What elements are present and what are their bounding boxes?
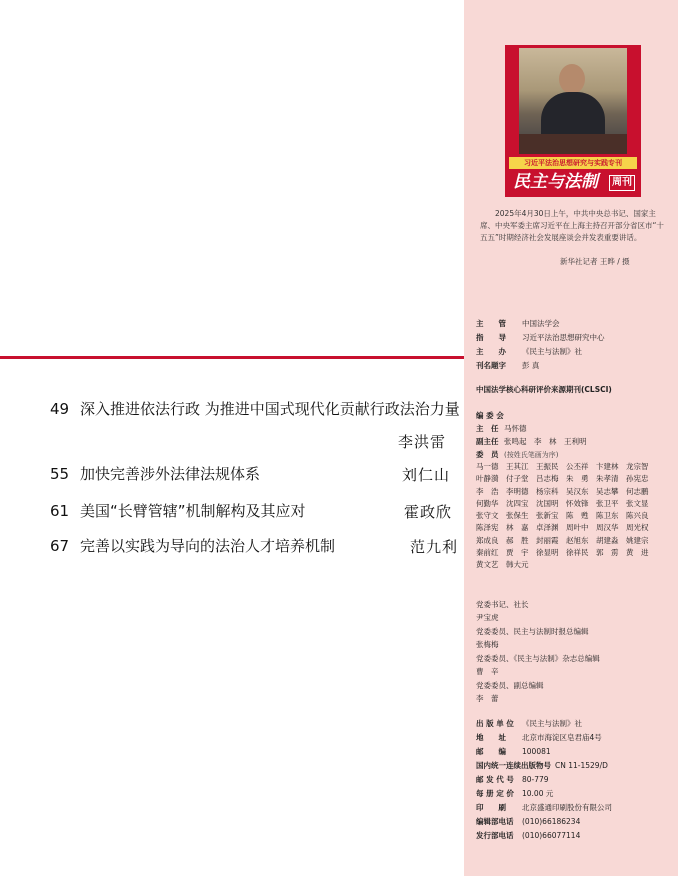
committee-heading: 编 委 会 [476,411,504,420]
info-value: 彭 真 [522,361,540,370]
info-value: CN 11-1529/D [555,761,608,770]
info-key: 主 任 [476,424,499,433]
info-key: 发行部电话 [476,831,514,840]
staff-name: 尹宝虎 [476,613,499,622]
members-line: 秦前红 贾 宇 徐显明 徐祥民 郭 雳 黄 进 [476,548,649,558]
staff-role: 党委委员、《民主与法制》杂志总编辑 [476,654,600,663]
toc-entry[interactable] [50,536,460,556]
toc-entry[interactable] [50,399,460,419]
toc-page-number: 67 [50,537,70,555]
members-line: 何勤华 沈四宝 沈国明 怀效锋 张卫平 张文显 [476,498,649,508]
committee-deputy [476,436,587,447]
committee-members-label [476,449,558,460]
publication-row [476,816,580,827]
members-line: 马一德 王其江 王振民 公丕祥 卞建林 龙宗智 [476,462,649,471]
staff-role: 党委委员、副总编辑 [476,681,544,690]
info-value: 80-779 [522,775,549,784]
staff-role: 党委书记、社长 [476,600,529,609]
cover-weekly-badge: 周刊 [609,175,635,191]
publication-row [476,802,612,813]
info-value: 北京盛通印刷股份有限公司 [522,803,612,812]
info-value: 100081 [522,747,551,756]
info-value: 张鸣起 李 林 王利明 [504,437,587,446]
info-key: 编辑部电话 [476,817,514,826]
toc-author: 李洪雷 [398,433,447,451]
toc-title: 完善以实践为导向的法治人才培养机制 [80,537,336,555]
publication-row [476,788,553,799]
info-key: 邮 编 [476,747,506,756]
publication-row [476,774,549,785]
info-key: 主 办 [476,347,506,356]
toc-entry[interactable] [50,464,460,484]
publication-row [476,760,608,771]
publication-row [476,732,602,743]
toc-author: 刘仁山 [402,466,451,484]
publication-row [476,718,582,729]
cover-subtitle: 习近平法治思想研究与实践专刊 [524,159,622,167]
info-value: 中国法学会 [522,319,560,328]
toc-page-number: 49 [50,400,70,418]
members-line: 张守文 张保生 张新宝 陈 甦 陈卫东 陈兴良 [476,511,649,521]
info-key: 出 版 单 位 [476,719,514,728]
toc-entry[interactable] [50,501,460,521]
staff-name: 曹 辛 [476,667,499,676]
info-value: 10.00 元 [522,789,554,798]
clsci-label: 中国法学核心科研评价来源期刊(CLSCI) [476,385,612,394]
members-line: 李 浩 李明德 杨宗科 吴汉东 吴志攀 何志鹏 [476,486,649,496]
toc-title: 加快完善涉外法律法规体系 [80,465,261,483]
magazine-cover [505,45,641,197]
publication-row [476,746,551,757]
info-key: 邮 发 代 号 [476,775,514,784]
toc-title: 深入推进依法行政 为推进中国式现代化贡献行政法治力量 [80,400,460,418]
sponsor-row [476,318,560,329]
info-value: 北京市海淀区皂君庙4号 [522,733,602,742]
cover-desk [519,134,627,154]
info-key: 每 册 定 价 [476,789,514,798]
toc-title: 美国“长臂管辖”机制解构及其应对 [80,502,306,520]
info-value: 马怀德 [504,424,527,433]
sponsor-row [476,360,539,371]
info-key: 委 员 [476,450,499,459]
committee-members-list [476,461,649,572]
cover-photo [519,48,627,154]
members-line: 黄文艺 韩大元 [476,560,529,570]
toc-author: 霍政欣 [404,503,453,521]
info-value: 习近平法治思想研究中心 [522,333,605,342]
sponsor-row [476,332,605,343]
info-key: 主 管 [476,319,506,328]
toc-author: 范九利 [410,538,459,556]
staff-role: 党委委员、民主与法制时报总编辑 [476,627,589,636]
members-order-note: (按姓氏笔画为序) [504,451,559,459]
info-value: 《民主与法制》社 [522,347,582,356]
members-line: 陈泽宪 林 嘉 卓泽渊 周叶中 周汉华 周光权 [476,523,649,533]
staff-name: 张梅梅 [476,640,499,649]
cover-caption: 2025年4月30日上午，中共中央总书记、国家主席、中央军委主席习近平在上海主持召开部分省区市“十五五”时期经济社会发展座谈会并发表重要讲话。 [480,209,664,242]
info-key: 地 址 [476,733,506,742]
info-value: 《民主与法制》社 [522,719,582,728]
info-value: (010)66077114 [522,831,581,840]
info-key: 国内统一连续出版物号 [476,761,551,770]
info-key: 印 刷 [476,803,506,812]
cover-logo: 民主与法制 [513,172,598,192]
info-key: 指 导 [476,333,506,342]
info-key: 副主任 [476,437,499,446]
members-line: 叶静漪 付子堂 吕志梅 朱 勇 朱孝清 孙宪忠 [476,474,649,484]
photo-credit: 新华社记者 王晔 / 摄 [560,257,630,266]
section-divider [0,356,464,359]
publication-row [476,830,580,841]
staff-name: 李 蕾 [476,694,499,703]
sponsor-row [476,346,582,357]
info-value: (010)66186234 [522,817,581,826]
toc-page-number: 61 [50,502,70,520]
committee-director [476,423,527,434]
members-line: 郑成良 郝 胜 封丽霞 赵旭东 胡建淼 姚建宗 [476,535,649,545]
toc-page-number: 55 [50,465,70,483]
info-key: 刊名题字 [476,361,506,370]
cover-person-head [559,64,585,94]
